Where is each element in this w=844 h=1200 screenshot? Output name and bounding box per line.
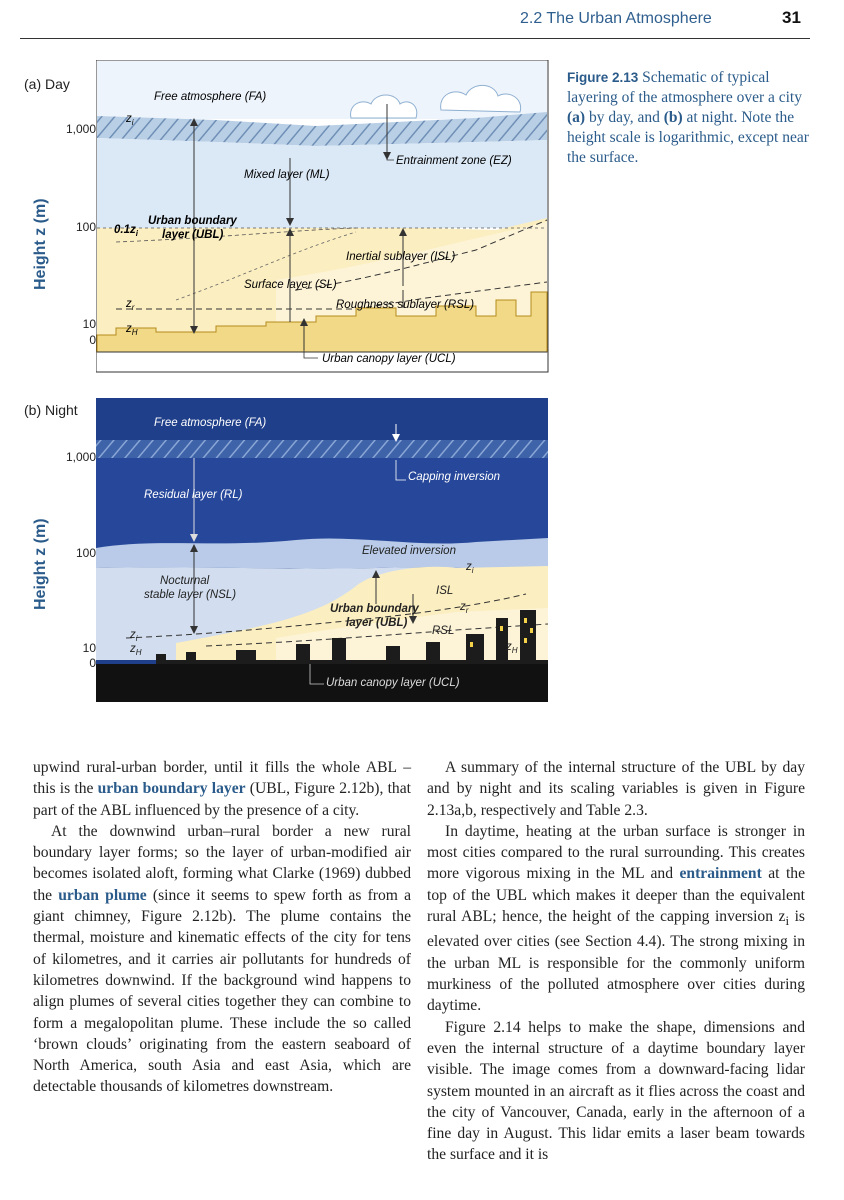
body-column-left	[33, 757, 411, 1098]
panel-b-rsl-label: RSL	[432, 625, 455, 637]
panel-b-zi-label-2: $z_i$	[466, 561, 474, 575]
page-number: 31	[782, 8, 801, 27]
right-paragraph-2: In daytime, heating at the urban surface is stronger in most cities compared to the rural surrounding. This creates more vigorous mixing in the ML and entrainment at the top of the UBL which makes it deeper than the equivalent rural ABL; hence, the height of the capping inversion $z_i$ is elevated over cities (see Section 4.4). The strong mixing in the urban ML is responsible for the commonly uniform murkiness of the polluted atmosphere over cities during daytime.	[427, 822, 805, 1015]
figure-panel-a	[96, 60, 552, 375]
panel-a-ubl-label-2: layer (UBL)	[162, 229, 224, 241]
panel-b-tick-100: 100	[75, 546, 96, 560]
left-paragraph-1: upwind rural-urban border, until it fills the whole ABL – this is the urban boundary layer (UBL, Figure 2.12b), that part of the ABL influenced by the presence of a city.	[33, 759, 411, 819]
panel-b-label: (b) Night	[24, 402, 78, 418]
panel-b-zh-label-2: $z_H$	[506, 641, 518, 655]
panel-b-ucl-label: Urban canopy layer (UCL)	[326, 677, 460, 689]
caption-text-3: at night. Note the height scale is logarithmic, except near the surface.	[567, 109, 809, 166]
panel-b-ubl-label-1: Urban boundary	[330, 603, 419, 615]
panel-a-ml-label: Mixed layer (ML)	[244, 169, 330, 181]
panel-a-zi-label: $z_i$	[126, 113, 134, 127]
panel-b-tick-1000: 1,000	[65, 450, 96, 464]
caption-ref-b: (b)	[663, 109, 683, 126]
panel-a-tick-100: 100	[75, 220, 96, 234]
caption-ref-a: (a)	[567, 109, 586, 126]
panel-a-rsl-label: Roughness sublayer (RSL)	[336, 299, 475, 311]
panel-b-nsl-label-1: Nocturnal	[160, 575, 210, 587]
figure-caption	[567, 68, 812, 168]
figure-panel-b	[96, 398, 552, 704]
caption-text-2: by day, and	[585, 109, 664, 126]
panel-a-zh-label: $z_H$	[126, 323, 138, 337]
panel-a-ez-label: Entrainment zone (EZ)	[396, 155, 512, 167]
panel-b-ubl-label-2: layer (UBL)	[346, 617, 408, 629]
right-paragraph-3: Figure 2.14 helps to make the shape, dimensions and even the internal structure of a daytime boundary layer visible. The image comes from a downward-facing lidar system mounted in an aircraft as it flies across the coast and the city of Vancouver, Canada, early in the afternoon of a fine day in August. This lidar emits a laser beam towards the surface and it is	[427, 1018, 805, 1164]
panel-b-axis-title: Height z (m)	[32, 518, 49, 610]
panel-a-zr-label: $z_r$	[126, 298, 135, 312]
panel-b-ci-label: Capping inversion	[408, 471, 501, 483]
panel-a-tick-1000: 1,000	[65, 122, 96, 136]
panel-a-ucl-label: Urban canopy layer (UCL)	[322, 353, 456, 365]
panel-b-zi-label-1: $z_i$	[130, 629, 138, 643]
panel-b-tick-10: 10	[82, 641, 96, 655]
caption-text-1: Schematic of typical layering of the atmosphere over a city	[567, 69, 802, 106]
panel-b-isl-label: ISL	[436, 585, 454, 597]
left-paragraph-2: At the downwind urban–rural border a new rural boundary layer forms; so the layer of urban-modified air becomes isolated aloft, forming what Clarke (1969) dubbed the urban plume (since it seems to spew forth as from a giant chimney, Figure 2.12b). The plume contains the thermal, moisture and kinematic effects of the city for tens of kilometres, and it carries air pollutants for hundreds of kilometres downwind. If the background wind happens to align plumes of several cities together they can combine to form a megalopolitan plume. These include the so called ‘brown clouds’ originating from the eastern seaboard of North America, south Asia and east Asia, which are detectable thousands of kilometres downstream.	[33, 822, 411, 1096]
panel-a-axis-title: Height z (m)	[32, 198, 49, 290]
running-header-title: 2.2 The Urban Atmosphere	[520, 10, 712, 27]
right-paragraph-1: A summary of the internal structure of the UBL by day and by night and its scaling variables is given in Figure 2.13a,b, respectively and Table 2.3.	[427, 759, 805, 819]
panel-a-label: (a) Day	[24, 76, 70, 92]
panel-a-tick-0: 0	[89, 333, 96, 347]
panel-b-zr-label: $z_r$	[460, 601, 469, 615]
term-urban-plume: urban plume	[58, 886, 147, 904]
panel-a-sl-label: Surface layer (SL)	[244, 279, 337, 291]
panel-a-tick-10: 10	[82, 317, 96, 331]
term-entrainment: entrainment	[679, 865, 762, 883]
panel-b-nsl-label-2: stable layer (NSL)	[144, 589, 237, 601]
figure-number: Figure 2.13	[567, 70, 639, 85]
panel-a-isl-label: Inertial sublayer (ISL)	[346, 251, 456, 263]
panel-a-01zi-label: $0.1z_i$	[114, 224, 138, 238]
panel-b-zh-label-1: $z_H$	[130, 643, 142, 657]
panel-b-ei-label: Elevated inversion	[362, 545, 456, 557]
panel-b-tick-0: 0	[89, 656, 96, 670]
panel-a-fa-label: Free atmosphere (FA)	[154, 91, 267, 103]
term-urban-boundary-layer: urban boundary layer	[97, 780, 246, 798]
panel-b-fa-label: Free atmosphere (FA)	[154, 417, 267, 429]
header-rule	[20, 38, 810, 39]
panel-a-ubl-label-1: Urban boundary	[148, 215, 237, 227]
body-column-right	[427, 757, 805, 1166]
panel-b-rl-label: Residual layer (RL)	[144, 489, 243, 501]
